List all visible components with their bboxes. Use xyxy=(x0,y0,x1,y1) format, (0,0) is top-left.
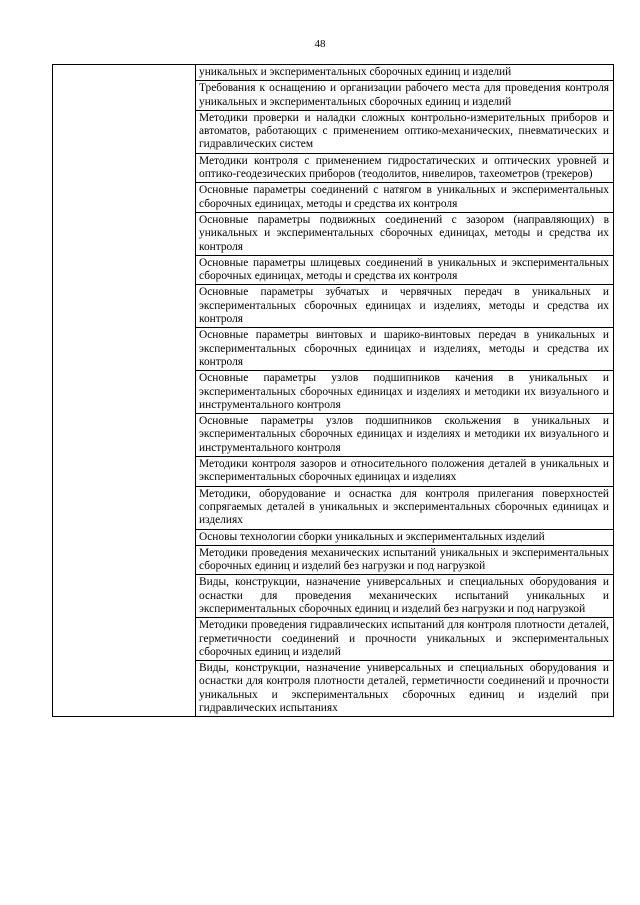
table-cell xyxy=(196,81,614,111)
table-cell xyxy=(196,486,614,529)
table-cell xyxy=(196,529,614,545)
page-number: 48 xyxy=(314,38,326,50)
table-cell-text: Основные параметры соединений с натягом в уникальных и экспериментальных сборочных единицах, методы и средства их контроля xyxy=(199,184,609,210)
table-cell-text: Основные параметры винтовых и шарико-винтовых передач в уникальных и экспериментальных сборочных единицах и изделиях, методы и средства их контроля xyxy=(199,329,609,368)
table-cell xyxy=(196,328,614,371)
table-cell-text: Виды, конструкции, назначение универсальных и специальных оборудования и оснастки для контроля плотности деталей, герметичности соединений и прочности уникальных и экспериментальных сборочных единиц и изделий при гидравлических испытаниях xyxy=(199,662,609,715)
table-cell xyxy=(196,212,614,255)
table-cell-text: Основные параметры шлицевых соединений в уникальных и экспериментальных сборочных единицах, методы и средства их контроля xyxy=(199,256,609,283)
table-cell xyxy=(196,153,614,183)
table-cell xyxy=(196,371,614,414)
table-cell-text: Основные параметры зубчатых и червячных передач в уникальных и экспериментальных сборочных единицах и изделиях, методы и средства их контроля xyxy=(199,286,609,326)
requirements-table xyxy=(52,64,614,717)
table-cell-text: Методики проведения механических испытаний уникальных и экспериментальных сборочных единиц и изделий без нагрузки и под нагрузкой xyxy=(199,546,609,573)
table-cell xyxy=(196,65,614,81)
table-cell xyxy=(196,414,614,457)
table-cell-text: Методики проверки и наладки сложных контрольно-измерительных приборов и автоматов, работающих с применением оптико-механических, пневматических и гидравлических систем xyxy=(199,111,609,151)
table-cell xyxy=(196,545,614,575)
table-cell xyxy=(196,255,614,285)
table-cell xyxy=(196,457,614,487)
table-cell xyxy=(196,110,614,153)
table-cell xyxy=(196,618,614,661)
table-cell xyxy=(196,661,614,717)
table-cell-text: Основные параметры подвижных соединений с зазором (направляющих) в уникальных и экспериментальных сборочных единицах, методы и средства их контроля xyxy=(199,213,609,253)
table-cell-text: Методики контроля зазоров и относительного положения деталей в уникальных и экспериментальных сборочных единицах и изделиях xyxy=(199,458,609,484)
table-cell xyxy=(196,285,614,328)
table-cell xyxy=(196,575,614,618)
table-cell-text: Основы технологии сборки уникальных и экспериментальных изделий xyxy=(199,530,545,543)
table-cell xyxy=(196,183,614,213)
table-cell-text: уникальных и экспериментальных сборочных единиц и изделий xyxy=(199,66,512,78)
table-cell-text: Требования к оснащению и организации рабочего места для проведения контроля уникальных и экспериментальных сборочных единиц и изделий xyxy=(199,82,609,108)
table-cell-text: Методики проведения гидравлических испытаний для контроля плотности деталей, герметичности соединений и прочности уникальных и экспериментальных сборочных единиц и изделий xyxy=(199,619,609,658)
table-cell-text: Основные параметры узлов подшипников качения в уникальных и экспериментальных сборочных единицах и изделиях и методики их визуального и инструментального контроля xyxy=(199,372,609,411)
table-cell-text: Методики, оборудование и оснастка для контроля прилегания поверхностей сопрягаемых деталей в уникальных и экспериментальных сборочных единицах и изделиях xyxy=(199,487,609,527)
table-row xyxy=(53,65,614,81)
table-cell-text: Виды, конструкции, назначение универсальных и специальных оборудования и оснастки для проведения механических испытаний уникальных и экспериментальных сборочных единиц и изделий без нагрузки и под нагрузкой xyxy=(199,576,609,615)
table-left-column xyxy=(53,65,196,717)
table-cell-text: Основные параметры узлов подшипников скольжения в уникальных и экспериментальных сборочных единицах и изделиях и методики их визуального и инструментального контроля xyxy=(199,415,609,454)
table-cell-text: Методики контроля с применением гидростатических и оптических уровней и оптико-геодезических приборов (теодолитов, нивелиров, тахеометров (трекеров) xyxy=(199,154,609,181)
